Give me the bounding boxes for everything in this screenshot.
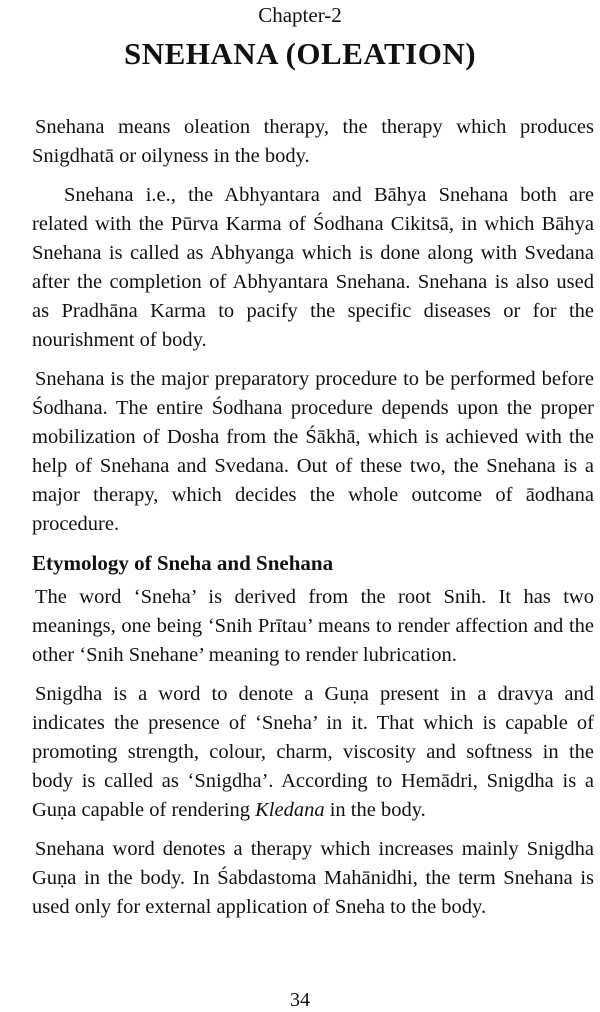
paragraph-preparatory: Snehana is the major preparatory procedure to be performed before Śodhana. The entire Śodhana procedure depends upon the proper mobilization of Dosha from the Śākhā, which is achieved with the help of Snehana and Svedana. Out of these two, the Snehana is a major therapy, which decides the whole outcome of āodhana procedure. <box>32 368 594 535</box>
paragraph-snehana-word: Snehana word denotes a therapy which increases mainly Snigdha Guṇa in the body. In Śabdastoma Mahānidhi, the term Snehana is used only for external application of Sneha to the body. <box>32 838 594 918</box>
paragraph-sneha-root: The word ‘Sneha’ is derived from the root Snih. It has two meanings, one being ‘Snih Prītau’ means to render affection and the other ‘Snih Snehane’ meaning to render lubrication. <box>32 586 594 666</box>
chapter-title: SNEHANA (OLEATION) <box>123 36 477 71</box>
section-heading-etymology: Etymology of Sneha and Snehana <box>32 551 334 575</box>
chapter-label: Chapter-2 <box>258 3 342 27</box>
paragraph-snigdha <box>32 680 594 825</box>
paragraph-snigdha-italic-term: Kledana <box>255 799 325 821</box>
paragraph-snigdha-text: Snigdha is a word to denote a Guṇa present in a dravya and indicates the presence of ‘Sneha’ in it. That which is capable of promoting strength, colour, charm, viscosity and softness in the body is called as ‘Snigdha’. According to Hemādri, Snigdha is a Guṇa capable of rendering <box>32 683 594 821</box>
page-number: 34 <box>290 989 310 1011</box>
paragraph-intro: Snehana means oleation therapy, the therapy which produces Snigdhatā or oilyness in the body. <box>32 116 594 167</box>
page-body <box>32 113 594 932</box>
paragraph-snigdha-end: in the body. <box>324 799 426 821</box>
paragraph-abhyantara-bahya: Snehana i.e., the Abhyantara and Bāhya Snehana both are related with the Pūrva Karma of Śodhana Cikitsā, in which Bāhya Snehana is called as Abhyanga which is done along with Svedana after the completion of Abhyantara Snehana. Snehana is also used as Pradhāna Karma to pacify the specific diseases or for the nourishment of body. <box>32 184 594 351</box>
